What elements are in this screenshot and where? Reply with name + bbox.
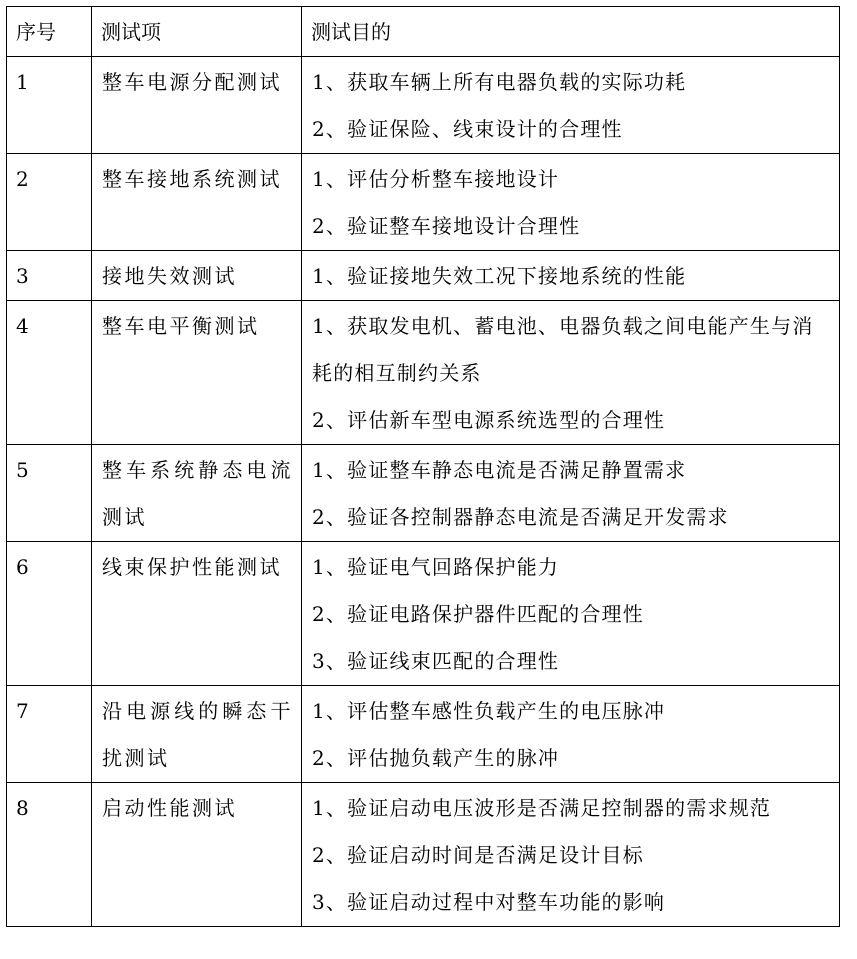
test-goal-line: 1、获取发电机、蓄电池、电器负载之间电能产生与消耗的相互制约关系 (312, 314, 814, 385)
row-number-cell (7, 301, 92, 445)
row-number-cell (7, 783, 92, 927)
row-number-cell (7, 251, 92, 301)
test-goal-line: 2、验证保险、线束设计的合理性 (312, 117, 623, 141)
test-item-text: 整车电平衡测试 (102, 314, 260, 338)
test-goal-cell (302, 154, 840, 251)
row-number: 2 (16, 167, 29, 191)
test-goal-line: 3、验证启动过程中对整车功能的影响 (312, 890, 666, 914)
test-item-text: 启动性能测试 (102, 796, 237, 820)
header-cell-goal (302, 7, 840, 57)
header-goal-label: 测试目的 (311, 20, 391, 44)
row-number-cell (7, 154, 92, 251)
test-item-cell (92, 542, 302, 686)
table-row (7, 154, 840, 251)
row-number: 8 (16, 796, 29, 820)
test-goal-line: 2、验证电路保护器件匹配的合理性 (312, 602, 644, 626)
test-goal-line: 2、验证各控制器静态电流是否满足开发需求 (312, 505, 729, 529)
table-row (7, 57, 840, 154)
table-row (7, 251, 840, 301)
header-item-label: 测试项 (101, 20, 161, 44)
test-goal-line: 1、验证电气回路保护能力 (312, 555, 560, 579)
test-item-text: 沿电源线的瞬态干扰测试 (102, 699, 293, 770)
test-item-cell (92, 154, 302, 251)
test-goal-line: 2、评估抛负载产生的脉冲 (312, 746, 560, 770)
test-item-cell (92, 445, 302, 542)
test-goal-cell (302, 686, 840, 783)
test-item-text: 线束保护性能测试 (102, 555, 282, 579)
row-number: 1 (16, 70, 29, 94)
table-row (7, 542, 840, 686)
test-item-text: 整车系统静态电流测试 (102, 458, 293, 529)
header-cell-item (92, 7, 302, 57)
test-goal-line: 1、评估整车感性负载产生的电压脉冲 (312, 699, 666, 723)
test-item-text: 整车电源分配测试 (102, 70, 282, 94)
test-item-cell (92, 301, 302, 445)
test-item-text: 接地失效测试 (102, 264, 237, 288)
table-row (7, 686, 840, 783)
header-cell-no (7, 7, 92, 57)
table-body (7, 57, 840, 927)
row-number-cell (7, 445, 92, 542)
test-item-cell (92, 251, 302, 301)
table-row (7, 783, 840, 927)
row-number-cell (7, 686, 92, 783)
row-number: 6 (16, 555, 29, 579)
test-item-text: 整车接地系统测试 (102, 167, 282, 191)
test-goal-cell (302, 301, 840, 445)
test-goal-cell (302, 251, 840, 301)
test-goal-line: 1、验证接地失效工况下接地系统的性能 (312, 264, 687, 288)
test-goal-line: 3、验证线束匹配的合理性 (312, 649, 560, 673)
test-goal-line: 1、验证启动电压波形是否满足控制器的需求规范 (312, 796, 772, 820)
row-number: 7 (16, 699, 29, 723)
test-goal-cell (302, 445, 840, 542)
test-item-cell (92, 783, 302, 927)
test-goal-cell (302, 57, 840, 154)
row-number: 5 (16, 458, 29, 482)
test-item-cell (92, 57, 302, 154)
test-goal-cell (302, 542, 840, 686)
test-goal-line: 1、验证整车静态电流是否满足静置需求 (312, 458, 687, 482)
test-goal-line: 1、评估分析整车接地设计 (312, 167, 560, 191)
table-row (7, 301, 840, 445)
row-number-cell (7, 542, 92, 686)
header-no-label: 序号 (16, 20, 56, 44)
row-number: 4 (16, 314, 29, 338)
test-goal-line: 2、验证整车接地设计合理性 (312, 214, 581, 238)
test-goal-line: 2、评估新车型电源系统选型的合理性 (312, 408, 666, 432)
test-table (6, 6, 840, 927)
table-row (7, 445, 840, 542)
test-goal-cell (302, 783, 840, 927)
table-header-row (7, 7, 840, 57)
test-goal-line: 1、获取车辆上所有电器负载的实际功耗 (312, 70, 687, 94)
row-number-cell (7, 57, 92, 154)
test-item-cell (92, 686, 302, 783)
row-number: 3 (16, 264, 29, 288)
test-goal-line: 2、验证启动时间是否满足设计目标 (312, 843, 644, 867)
